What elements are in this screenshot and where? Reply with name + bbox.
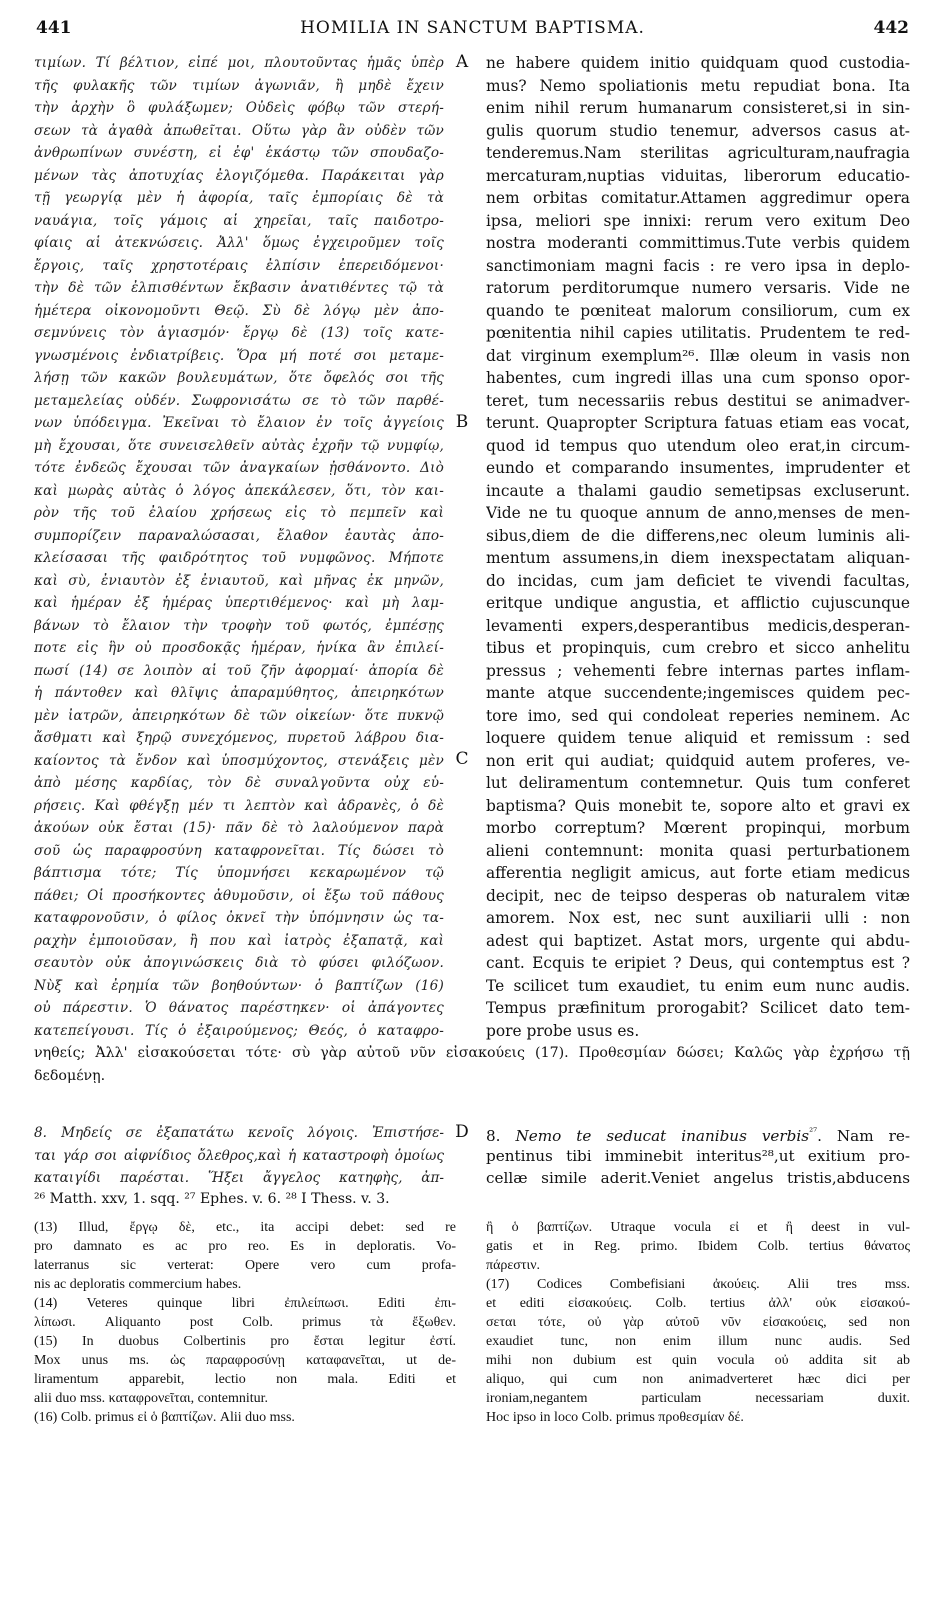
greek-text-line: μεταμελείας οὐδέν. Σωφρονισάτω σε τὸ τῶν παρθέ- [34, 392, 444, 409]
footnote-line: (17) Codices Combefisiani ἀκούεις. Alii tres mss. [486, 1277, 910, 1292]
running-title: HOMILIA IN SANCTUM BAPTISMA. [300, 18, 645, 38]
latin-text-line: pœnitentia nihil capies utilitatis. Prudentem te red- [486, 324, 910, 342]
greek-text-line: καὶ μωρὰς αὐτὰς ὁ λόγος ἀπεκάλεσεν, ὅτι, τὸν και- [34, 482, 444, 499]
footnote-line: (16) Colb. primus εἰ ὁ βαπτίζων. Alii duo mss. [34, 1410, 295, 1425]
greek-text-line: σεων τὰ ἀγαθὰ ἀπωθεῖται. Οὕτω γὰρ ἂν οὐδὲν τῶν [34, 122, 444, 139]
latin-text-line: levamenti expers,desperantibus medicis,desperan- [486, 616, 910, 635]
greek-text-line: ἔργοις, ταῖς χρηστοτέραις ἐλπίσιν ἐπερειδόμενοι· [34, 257, 444, 274]
greek-text-line: ἡ πάντοθεν καὶ θλῖψις ἀπαραμύθητος, ἀπειρηκότων [34, 685, 444, 701]
latin-text-line: terunt. Quapropter Scriptura fatuas etiam eas vocat, [486, 414, 910, 432]
latin-text-line: quando te pœniteat malorum consiliorum, cum ex [486, 301, 910, 320]
latin-text-line: eritque undique angustia, et afflictio cujuscunque [486, 594, 910, 612]
latin-text-line: morbo correptum? Mœrent propinqui, morbum [486, 819, 910, 837]
greek-text-line: καταφρονοῦσιν, ὁ φίλος ὀκνεῖ τὴν ὑπόμνησιν ὡς τα- [34, 910, 444, 926]
greek-text-line: ἀκούων οὐκ ἔσται (15)· πᾶν δὲ τὸ λαλούμενον παρὰ [34, 820, 444, 836]
latin-text-line: decipit, nec de teipso desperas ob naturalem vitæ [486, 886, 910, 905]
page-number-right: 442 [873, 18, 909, 38]
greek-text-line: φίαις αἱ ἀτεκνώσεις. Ἀλλ' ὅμως ἐγχειροῦμεν τοῖς [34, 235, 444, 251]
margin-letter-d: D [455, 1122, 469, 1142]
greek-text-line: βάπτισμα τότε; Τίς ὑπομνήσει κεκαρωμένον τῷ [34, 865, 444, 881]
latin-text-line: ne habere quidem initio quidquam quod custodia- [486, 54, 910, 72]
section-8-greek-line: ται γάρ σοι αἰφνίδιος ὄλεθρος,καὶ ἡ καταστροφὴ ὁμοίως [34, 1147, 444, 1164]
latin-text-line: eundo et comparando insumentes, imprudenter et [486, 459, 910, 477]
latin-text-line: nostra moderanti committimus.Tute verbis quidem [486, 234, 910, 252]
running-header [36, 18, 909, 46]
greek-text-line: σεαυτὸν οὐκ ἀπογινώσκεις διὰ τὸ φύσει φιλόζωον. [34, 955, 444, 971]
greek-text-line: νων ὑπόδειγμα. Ἐκεῖναι τὸ ἔλαιον ἐν τοῖς ἀγγείοις [34, 415, 444, 431]
section-8-greek-line: 8. Μηδείς σε ἐξαπατάτω κενοῖς λόγοις. Ἐπιστήσε- [34, 1125, 444, 1141]
greek-text-line: συμπορίζειν παραναλώσασαι, ἔλαθον ἑαυτὰς ἀπο- [34, 527, 444, 544]
latin-text-line: habentes, cum ingredi illas una cum sponso opor- [486, 369, 910, 387]
greek-fullwidth-line: νηθείς; Ἀλλ' εἰσακούσεται τότε· σὺ γὰρ αὐτοῦ νῦν εἰσακούεις (17). Προθεσμίαν δώσει; Καλῶς γὰρ ἐχρήσω τῇ [34, 1045, 910, 1061]
greek-text-line: τὴν ἀρχὴν ὃ φυλάξωμεν; Οὐδεὶς φόβῳ τῶν στερή- [34, 100, 444, 116]
greek-text-line: σεμνύνεις τὸν ἁγιασμόν· ἔργῳ δὲ (13) τοῖς κατε- [34, 325, 444, 341]
footnote-line: (13) Illud, ἔργῳ δὲ, etc., ita accipi debet: sed re [34, 1220, 456, 1235]
scripture-references: ²⁶ Matth. xxv, 1. sqq. ²⁷ Ephes. v. 6. ²⁸ I Thess. v. 3. [34, 1191, 390, 1207]
greek-text-line: τῇ γεωργίᾳ μὲν ἡ ἀφορία, ταῖς ἐμπορίαις δὲ τὰ [34, 190, 444, 206]
latin-text-line: ratorum perditorumque numero versaris. Vide ne [486, 279, 910, 297]
latin-text-line: pressus ; vehementi febre internas partes inflam- [486, 661, 910, 680]
latin-text-line: tibus et propinquis, cum crebro et sicco anhelitu [486, 639, 910, 657]
footnote-line: exaudiet tunc, non enim illum nunc audis. Sed [486, 1334, 910, 1349]
greek-text-line: κλείσασαι τῆς φαιδρότητος τοῦ νυμφῶνος. Μήποτε [34, 550, 444, 566]
greek-text-line: ρήσεις. Καὶ φθέγξῃ μέν τι λεπτὸν καὶ ἀδρανὲς, ὁ δὲ [34, 797, 444, 814]
footnote-line: alii duo mss. καταφρονεῖται, contemnitur. [34, 1391, 269, 1406]
latin-text-line: loquere quidem tenue aliquid et remissum : sed [486, 729, 910, 747]
footnote-line: (15) In duobus Colbertinis pro ἔσται legitur ἐστί. [34, 1334, 456, 1349]
greek-text-line: κατεπείγουσι. Τίς ὁ ἐξαιρούμενος; Θεός, ὁ καταφρο- [34, 1022, 444, 1039]
greek-text-line: Νὺξ καὶ ἐρημία τῶν βοηθούντων· ὁ βαπτίζων (16) [34, 977, 444, 994]
greek-text-line: τὴν δὲ τῶν ἐλπισθέντων ἔκβασιν ἀνατιθέντες τῷ τὰ [34, 280, 444, 296]
latin-column [486, 52, 910, 1042]
latin-text-line: Vide ne tu quoque annum de anno,menses de men- [486, 504, 910, 522]
latin-text-line: Te scilicet tum exaudiet, tu enim eum nunc audis. [486, 976, 910, 995]
footnote-line: πάρεστιν. [486, 1258, 541, 1273]
greek-text-line: ρὸν τῆς τοῦ ἐλαίου χρήσεως εἰς τὸ πεμπεῖν καὶ [34, 505, 444, 521]
footnote-line: mihi non dubium est quin vocula οὐ addita sit ab [486, 1353, 910, 1368]
latin-text-line: pore probe usus es. [486, 1021, 640, 1040]
greek-text-line: τῆς φυλακῆς τῶν τιμίων ἀγωνιᾶν, ἢ μηδὲ ἔχειν [34, 77, 444, 94]
latin-text-line: dat virginum exemplum²⁶. Illæ oleum in vasis non [486, 346, 910, 365]
latin-text-line: nem orbitas comitatur.Attamen aggredimur opera [486, 189, 910, 207]
latin-text-line: incaute a thalami gaudio semetipsas excluserunt. [486, 481, 910, 500]
footnote-line: Hoc ipso in loco Colb. primus προθεσμίαν δέ. [486, 1410, 744, 1425]
greek-text-line: οὐ πάρεστιν. Ὁ θάνατος παρέστηκεν· οἱ ἀπάγοντες [34, 1000, 444, 1016]
greek-text-line: ραχὴν ἐμποιοῦσαν, ἢ που καὶ ἰατρὸς ἐξαπατᾷ, καὶ [34, 932, 444, 949]
footnote-line: aliquo, qui cum non animadverteret hæc dici per [486, 1372, 910, 1387]
greek-text-line: ἀνθρωπίνων συνέστη, εἰ ἐφ' ἑκάστῳ τῶν σπουδαζο- [34, 145, 444, 161]
latin-text-line: quod id tempus quo utendum oleo erat,in circum- [486, 436, 910, 455]
latin-text-line: adest qui baptizet. Astat mors, urgente qui abdu- [486, 931, 910, 950]
section-8-latin-line-2: pentinus tibi imminebit interitus²⁸,ut exitium pro- [486, 1146, 910, 1165]
footnotes-left [34, 1218, 456, 1427]
latin-text-line: mentum assumens,in diem inexspectatam aliquan- [486, 549, 910, 567]
page-number-left: 441 [36, 18, 72, 38]
latin-text-line: mante atque succendente;ingemisces quidem pec- [486, 684, 910, 702]
latin-text-line: mercaturam,nuptias viduitas, liberorum educatio- [486, 166, 910, 185]
greek-text-line: ἄσθματι καὶ ξηρῷ συνεχόμενος, πυρετοῦ λάβρου δια- [34, 730, 444, 746]
greek-text-line: γνωσμένοις ἐνδιατρίβεις. Ὅρα μή ποτέ σοι μεταμε- [34, 347, 444, 364]
margin-letter-c: C [455, 749, 469, 769]
greek-text-line: βάνων τὸ ἔλαιον τὴν τροφὴν τοῦ φωτός, ἐμπέσῃς [34, 617, 444, 634]
greek-column [34, 52, 444, 1042]
greek-text-line: καὶ ἡμέραν ἐξ ἡμέρας ὑπερτιθέμενος· καὶ μὴ λαμ- [34, 595, 444, 611]
greek-text-line: μὲν ἰατρῶν, ἀπειρηκότων δὲ τῶν οἰκείων· ὅτε πυκνῷ [34, 707, 444, 724]
latin-text-line: do incidas, cum jam deficiet te vivendi facultas, [486, 571, 910, 590]
greek-text-line: σοῦ ὡς παραφροσύνη καταφρονεῖται. Τίς δώσει τὸ [34, 842, 444, 859]
latin-text-line: tenderemus.Nam sterilitas agriculturam,naufragia [486, 144, 910, 162]
greek-text-line: ποτε εἰς ἣν οὐ προσδοκᾷς ἡμέραν, ἡνίκα ἂν ἐπιλεί- [34, 640, 444, 656]
section-8-latin [486, 1122, 910, 1190]
latin-text-line: gulis quorum studio tenemur, adversos casus at- [486, 121, 910, 140]
latin-text-line: ipsa, meliori spe innixi: rerum vero exitum Deo [486, 211, 910, 230]
footnote-line: Mox unus ms. ὡς παραφροσύνῃ καταφανεῖται, ut de- [34, 1353, 456, 1368]
latin-text-line: amorem. Nox est, nec sunt auxiliarii ulli : non [486, 909, 910, 927]
margin-letter-b: B [455, 412, 469, 432]
greek-text-line: ἀπὸ μέσης καρδίας, τὸν δὲ συναλγοῦντα οὐχ εὑ- [34, 775, 444, 791]
latin-text-line: tore imo, sed qui condoleat reperies neminem. Ac [486, 706, 910, 725]
section-8-latin-line-1: 8. Nemo te seducat inanibus verbis$^{^{27}}$. Nam re- [486, 1127, 910, 1145]
latin-text-line: baptisma? Quis monebit te, sopore alto et gravi ex [486, 796, 910, 815]
latin-text-line: sibus,diem de die differens,nec oleum luminis ali- [486, 526, 910, 545]
greek-text-line: μένων τὰς ἀποτυχίας ἐλογιζόμεθα. Παράκειται γὰρ [34, 167, 444, 184]
footnote-line: liramentum apparebit, lectio non mala. Editi et [34, 1372, 456, 1387]
greek-fullwidth-continuation [34, 1042, 910, 1087]
latin-text-line: sanctimoniam magni facis : re vero ipsa in deplo- [486, 256, 910, 275]
greek-text-line: πάθει; Οἱ προσήκοντες ἀθυμοῦσιν, οἱ ἔξω τοῦ πάθους [34, 887, 444, 904]
latin-text-line: enim nihil rerum humanarum consisteret,si in sin- [486, 99, 910, 117]
latin-text-line: non erit qui audiat; quidquid autem proferes, ve- [486, 751, 910, 770]
footnote-line: laterranus sic verterat: Opere vero cum profa- [34, 1258, 456, 1273]
margin-letter-a: A [455, 52, 469, 72]
footnote-line: (14) Veteres quinque libri ἐπιλείπωσι. Editi ἐπι- [34, 1296, 456, 1311]
latin-text-line: mus? Nemo spoliationis metu repudiat bona. Ita [486, 76, 910, 95]
latin-text-line: alieni contemnunt: monita quasi perturbationem [486, 841, 910, 860]
latin-text-line: Tempus præfinitum prorogabit? Scilicet dato tem- [486, 999, 910, 1017]
greek-text-line: ἡμέτερα οἰκονομοῦντι Θεῷ. Σὺ δὲ λόγῳ μὲν ἀπο- [34, 302, 444, 319]
greek-text-line: καὶ σὺ, ἐνιαυτὸν ἐξ ἐνιαυτοῦ, καὶ μῆνας ἐκ μηνῶν, [34, 572, 444, 589]
greek-text-line: μὴ ἔχουσαι, ὅτε συνεισελθεῖν αὐτὰς ἐχρῆν τῷ νυμφίῳ, [34, 437, 444, 454]
latin-text-line: lut deliramentum contemnetur. Quis tum conferet [486, 774, 910, 792]
greek-text-line: τότε ἐνδεῶς ἔχουσαι τῶν ἀναγκαίων ᾐσθάνοντο. Διὸ [34, 460, 444, 476]
footnote-line: et editi εἰσακούεις. Colb. tertius ἀλλ' οὐκ εἰσακού- [486, 1296, 910, 1311]
latin-text-line: cant. Ecquis te eripiet ? Deus, qui contemptus est ? [486, 954, 910, 972]
greek-text-line: ναυάγια, τοῖς γάμοις αἱ χηρεῖαι, ταῖς παιδοτρο- [34, 212, 444, 229]
footnote-line: σεται τότε, οὐ γὰρ αὐτοῦ νῦν εἰσακούεις, sed non [486, 1315, 910, 1330]
greek-text-line: πωσί (14) σε λοιπὸν αἱ τοῦ ζῆν ἀφορμαί· ἀπορία δὲ [34, 662, 444, 679]
footnote-line: gatis et in Reg. primo. Ibidem Colb. tertius θάνατος [486, 1239, 910, 1254]
section-8-latin-line-3: cellæ simile aderit.Veniet angelus tristis,abducens [486, 1169, 910, 1187]
latin-text-line: afferentia negligit amicus, aut forte etiam medicus [486, 864, 910, 882]
footnote-line: nis ac deploratis commercium habes. [34, 1277, 242, 1292]
footnote-line: λίπωσι. Aliquanto post Colb. primus τὰ ἔξωθεν. [34, 1315, 456, 1330]
greek-fullwidth-line: δεδομένῃ. [34, 1067, 106, 1084]
greek-text-line: λήσῃ τῶν κακῶν βουλευμάτων, ὅτε ὄφελός σοι τῆς [34, 370, 444, 386]
greek-text-line: καίοντος τὰ ἔνδον καὶ ὑποσμύχοντος, στενάξεις μὲν [34, 752, 444, 769]
footnote-line: ironiam,negantem particulam necessariam duxit. [486, 1391, 910, 1406]
footnote-line: pro damnato es ac pro reo. Es in deploratis. Vo- [34, 1239, 456, 1254]
footnotes-right [486, 1218, 910, 1427]
greek-text-line: τιμίων. Τί βέλτιον, εἰπέ μοι, πλουτοῦντας ἡμᾶς ὑπὲρ [34, 55, 444, 71]
section-8-greek-line: καταιγίδι παρέσται. Ἥξει ἄγγελος κατηφὴς, ἀπ- [34, 1170, 444, 1186]
latin-text-line: teret, tum necessariis rebus destitui se animadver- [486, 391, 910, 410]
section-8-greek [34, 1122, 444, 1190]
footnote-line: ἢ ὁ βαπτίζων. Utraque vocula εἰ et ἢ deest in vul- [486, 1220, 910, 1235]
